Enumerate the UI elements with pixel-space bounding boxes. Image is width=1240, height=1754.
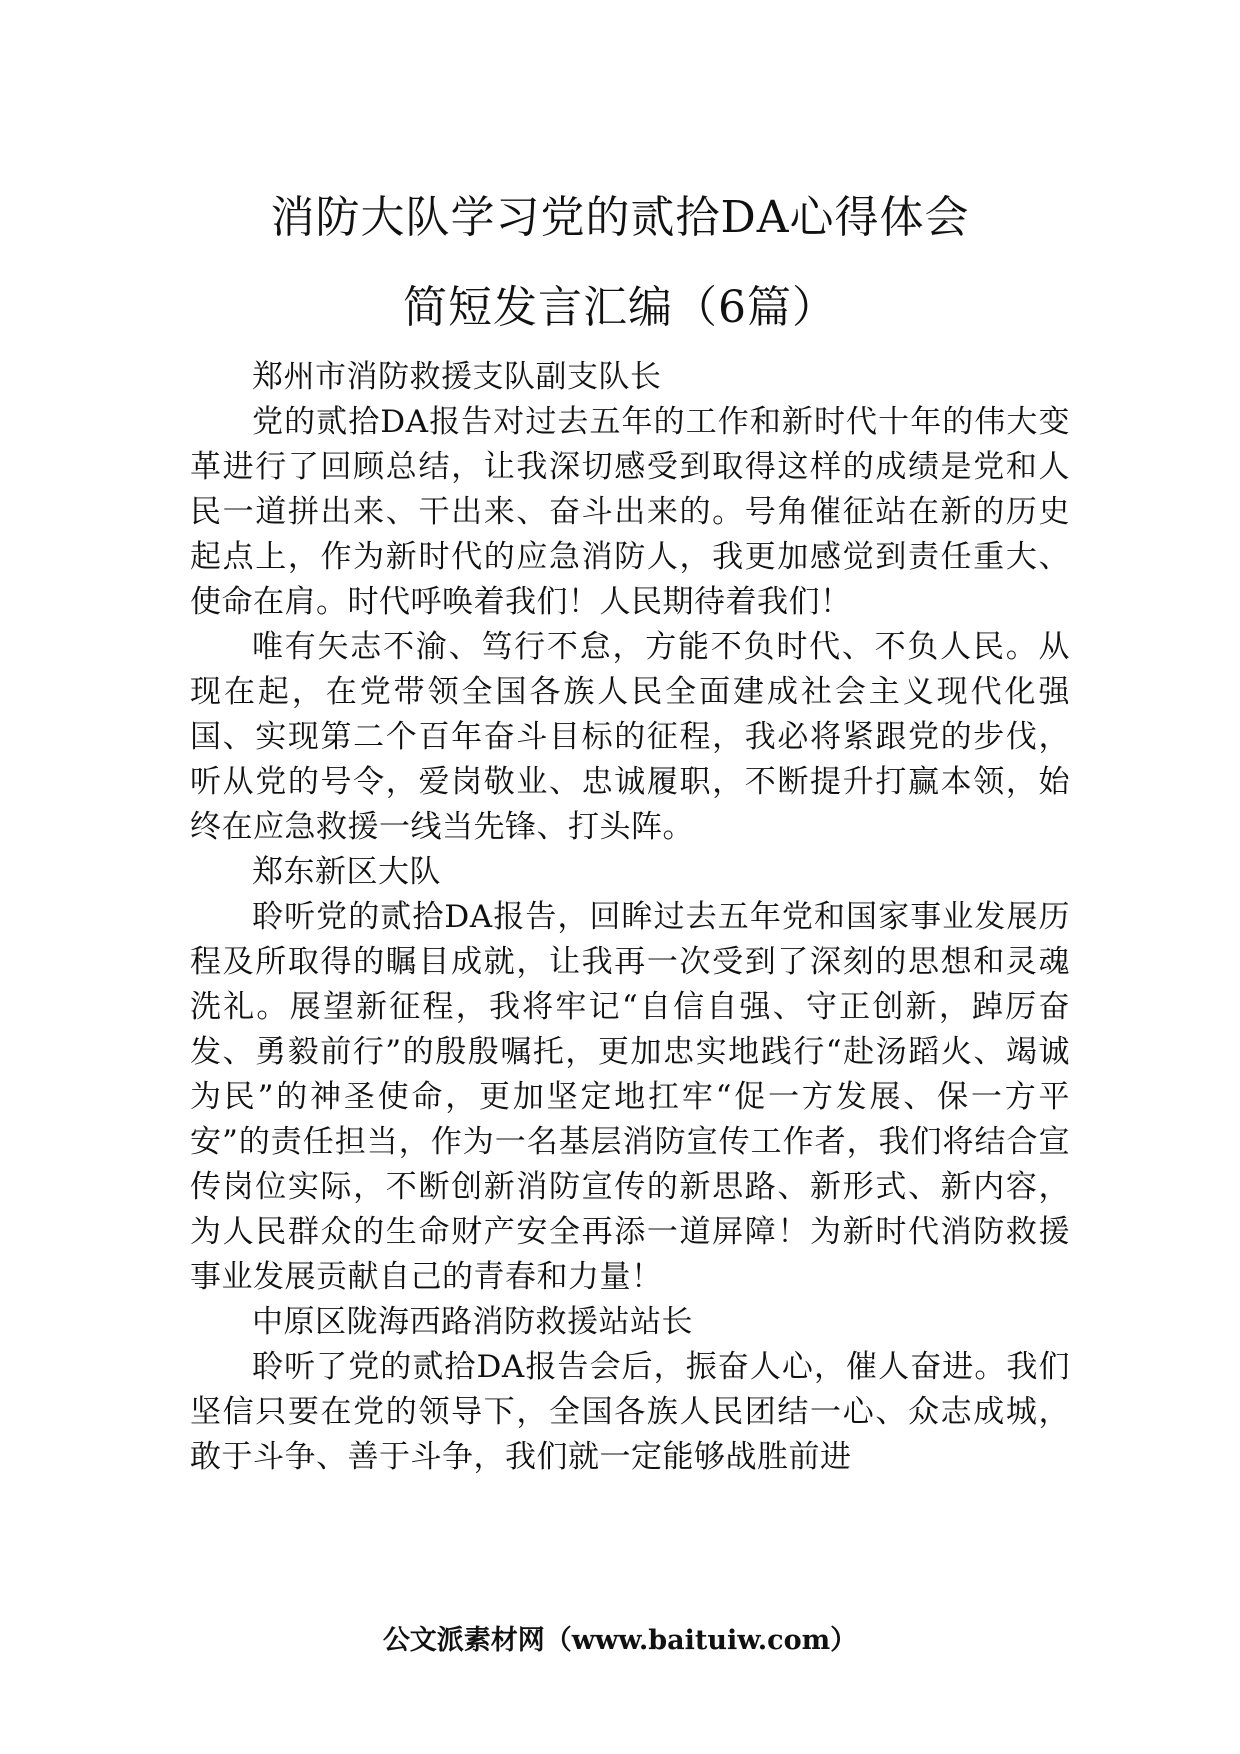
body-paragraph: 唯有矢志不渝、笃行不怠，方能不负时代、不负人民。从现在起，在党带领全国各族人民全面建成社会主义现代化强国、实现第二个百年奋斗目标的征程，我必将紧跟党的步伐，听从党的号令，爱岗敬业、忠诚履职，不断提升打赢本领，始终在应急救援一线当先锋、打头阵。 — [190, 629, 1070, 845]
body-paragraph: 党的贰拾DA报告对过去五年的工作和新时代十年的伟大变革进行了回顾总结，让我深切感受到取得这样的成绩是党和人民一道拼出来、干出来、奋斗出来的。号角催征站在新的历史起点上，作为新时代的应急消防人，我更加感觉到责任重大、使命在肩。时代呼唤着我们！人民期待着我们！ — [190, 404, 1070, 620]
document-body — [190, 355, 1070, 1480]
speaker-heading: 郑州市消防救援支队副支队长 — [252, 359, 662, 395]
speaker-heading: 中原区陇海西路消防救援站站长 — [252, 1304, 693, 1340]
body-paragraph: 聆听党的贰拾DA报告，回眸过去五年党和国家事业发展历程及所取得的瞩目成就，让我再一次受到了深刻的思想和灵魂洗礼。展望新征程，我将牢记“自信自强、守正创新，踔厉奋发、勇毅前行”的殷殷嘱托，更加忠实地践行“赴汤蹈火、竭诚为民”的神圣使命，更加坚定地扛牢“促一方发展、保一方平安”的责任担当，作为一名基层消防宣传工作者，我们将结合宣传岗位实际，不断创新消防宣传的新思路、新形式、新内容，为人民群众的生命财产安全再添一道屏障！为新时代消防救援事业发展贡献自己的青春和力量！ — [190, 899, 1070, 1295]
page-footer-watermark: 公文派素材网（www.baituiw.com） — [382, 1625, 858, 1656]
body-paragraph: 聆听了党的贰拾DA报告会后，振奋人心，催人奋进。我们坚信只要在党的领导下，全国各族人民团结一心、众志成城，敢于斗争、善于斗争，我们就一定能够战胜前进 — [190, 1349, 1070, 1475]
document-title-line-1: 消防大队学习党的贰拾DA心得体会 — [270, 192, 970, 243]
document-title-line-2: 简短发言汇编（6篇） — [403, 282, 837, 333]
speaker-heading: 郑东新区大队 — [252, 854, 441, 890]
